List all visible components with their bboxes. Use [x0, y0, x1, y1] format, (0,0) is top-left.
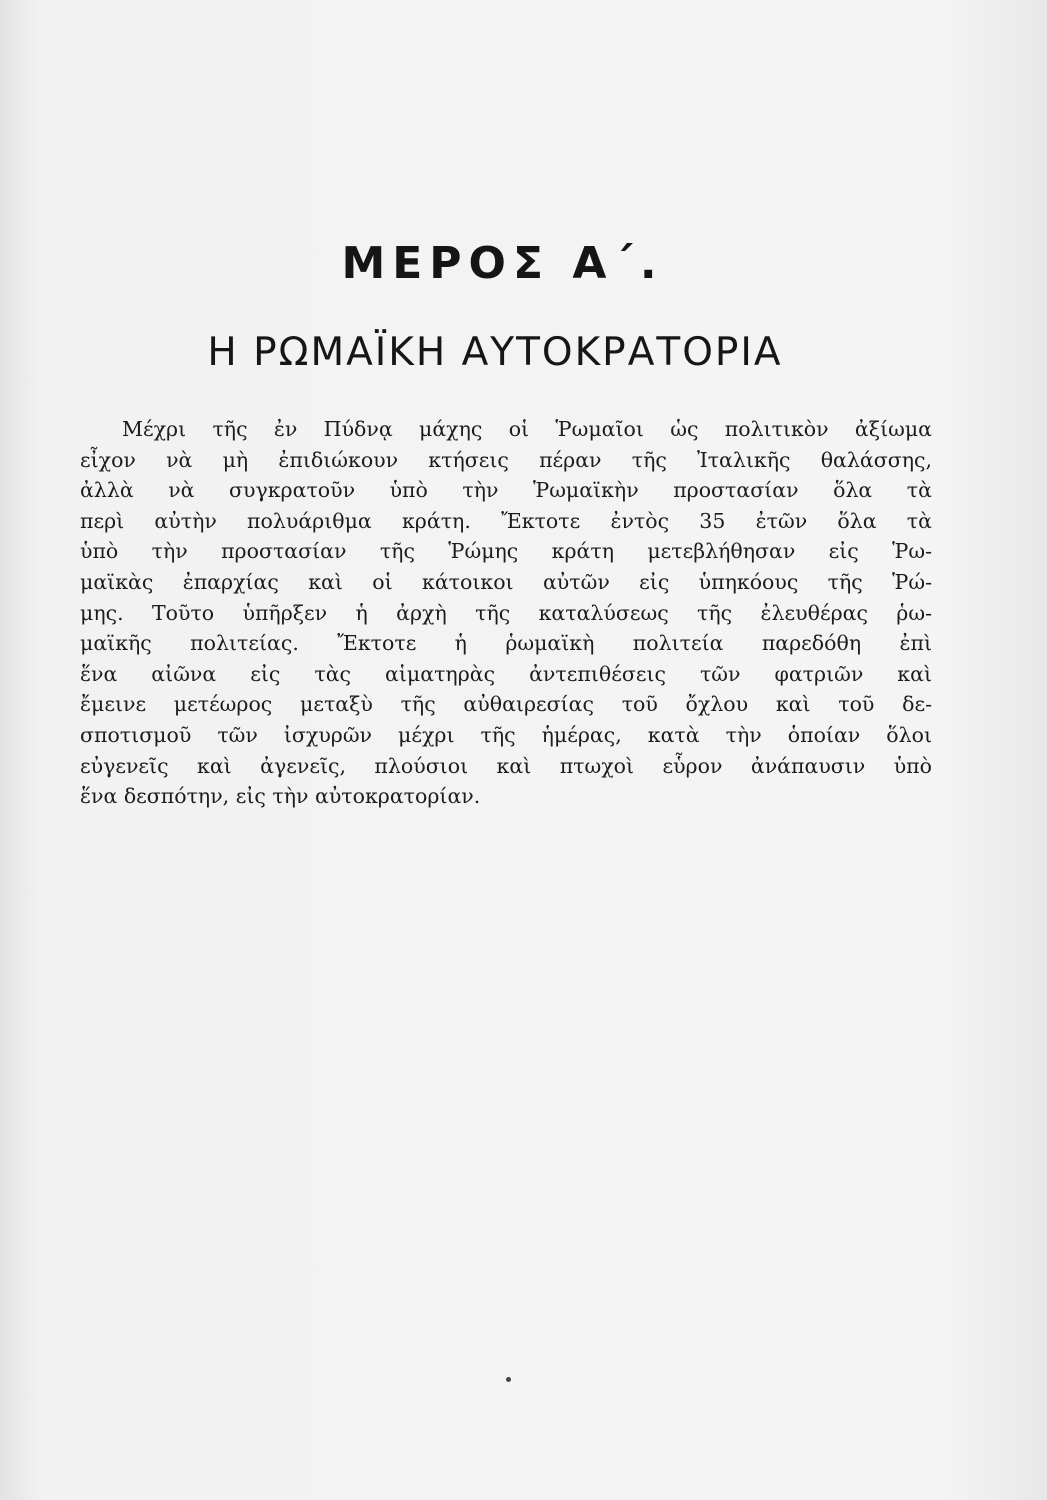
- paragraph-line: εὐγενεῖς καὶ ἀγενεῖς, πλούσιοι καὶ πτωχοὶ εὗρον ἀνάπαυσιν ὑπὸ: [80, 753, 932, 778]
- chapter-title: Η ΡΩΜΑΪΚΗ ΑΥΤΟΚΡΑΤΟΡΙΑ: [207, 330, 783, 375]
- print-mark: [506, 1377, 511, 1382]
- paragraph-line: περὶ αὐτὴν πολυάριθμα κράτη. Ἔκτοτε ἐντὸς 35 ἐτῶν ὅλα τὰ: [80, 508, 932, 533]
- paragraph-line: ὑπὸ τὴν προστασίαν τῆς Ῥώμης κράτη μετεβλήθησαν εἰς Ῥω-: [80, 539, 932, 564]
- paragraph-line: ἕνα δεσπότην, εἰς τὴν αὐτοκρατορίαν.: [80, 784, 481, 809]
- paragraph-line: ἔμεινε μετέωρος μεταξὺ τῆς αὐθαιρεσίας τοῦ ὄχλου καὶ τοῦ δε-: [80, 692, 932, 717]
- part-title: ΜΕΡΟΣ Α΄.: [341, 238, 664, 289]
- paragraph-line: μαϊκὰς ἐπαρχίας καὶ οἱ κάτοικοι αὐτῶν εἰς ὑπηκόους τῆς Ῥώ-: [80, 569, 932, 594]
- paragraph-line: σποτισμοῦ τῶν ἰσχυρῶν μέχρι τῆς ἡμέρας, κατὰ τὴν ὁποίαν ὅλοι: [80, 722, 932, 747]
- paragraph-line: μαϊκῆς πολιτείας. Ἔκτοτε ἡ ῥωμαϊκὴ πολιτεία παρεδόθη ἐπὶ: [80, 631, 932, 656]
- paragraph-line: ἀλλὰ νὰ συγκρατοῦν ὑπὸ τὴν Ῥωμαϊκὴν προστασίαν ὅλα τὰ: [80, 478, 932, 503]
- body-paragraph: [80, 414, 932, 812]
- paragraph-line: Μέχρι τῆς ἐν Πύδνᾳ μάχης οἱ Ῥωμαῖοι ὡς πολιτικὸν ἀξίωμα: [122, 417, 932, 441]
- paragraph-line: μης. Τοῦτο ὑπῆρξεν ἡ ἀρχὴ τῆς καταλύσεως τῆς ἐλευθέρας ῥω-: [80, 600, 932, 625]
- paragraph-line: ἕνα αἰῶνα εἰς τὰς αἱματηρὰς ἀντεπιθέσεις τῶν φατριῶν καὶ: [80, 661, 932, 686]
- paragraph-line: εἶχον νὰ μὴ ἐπιδιώκουν κτήσεις πέραν τῆς Ἰταλικῆς θαλάσσης,: [80, 447, 932, 472]
